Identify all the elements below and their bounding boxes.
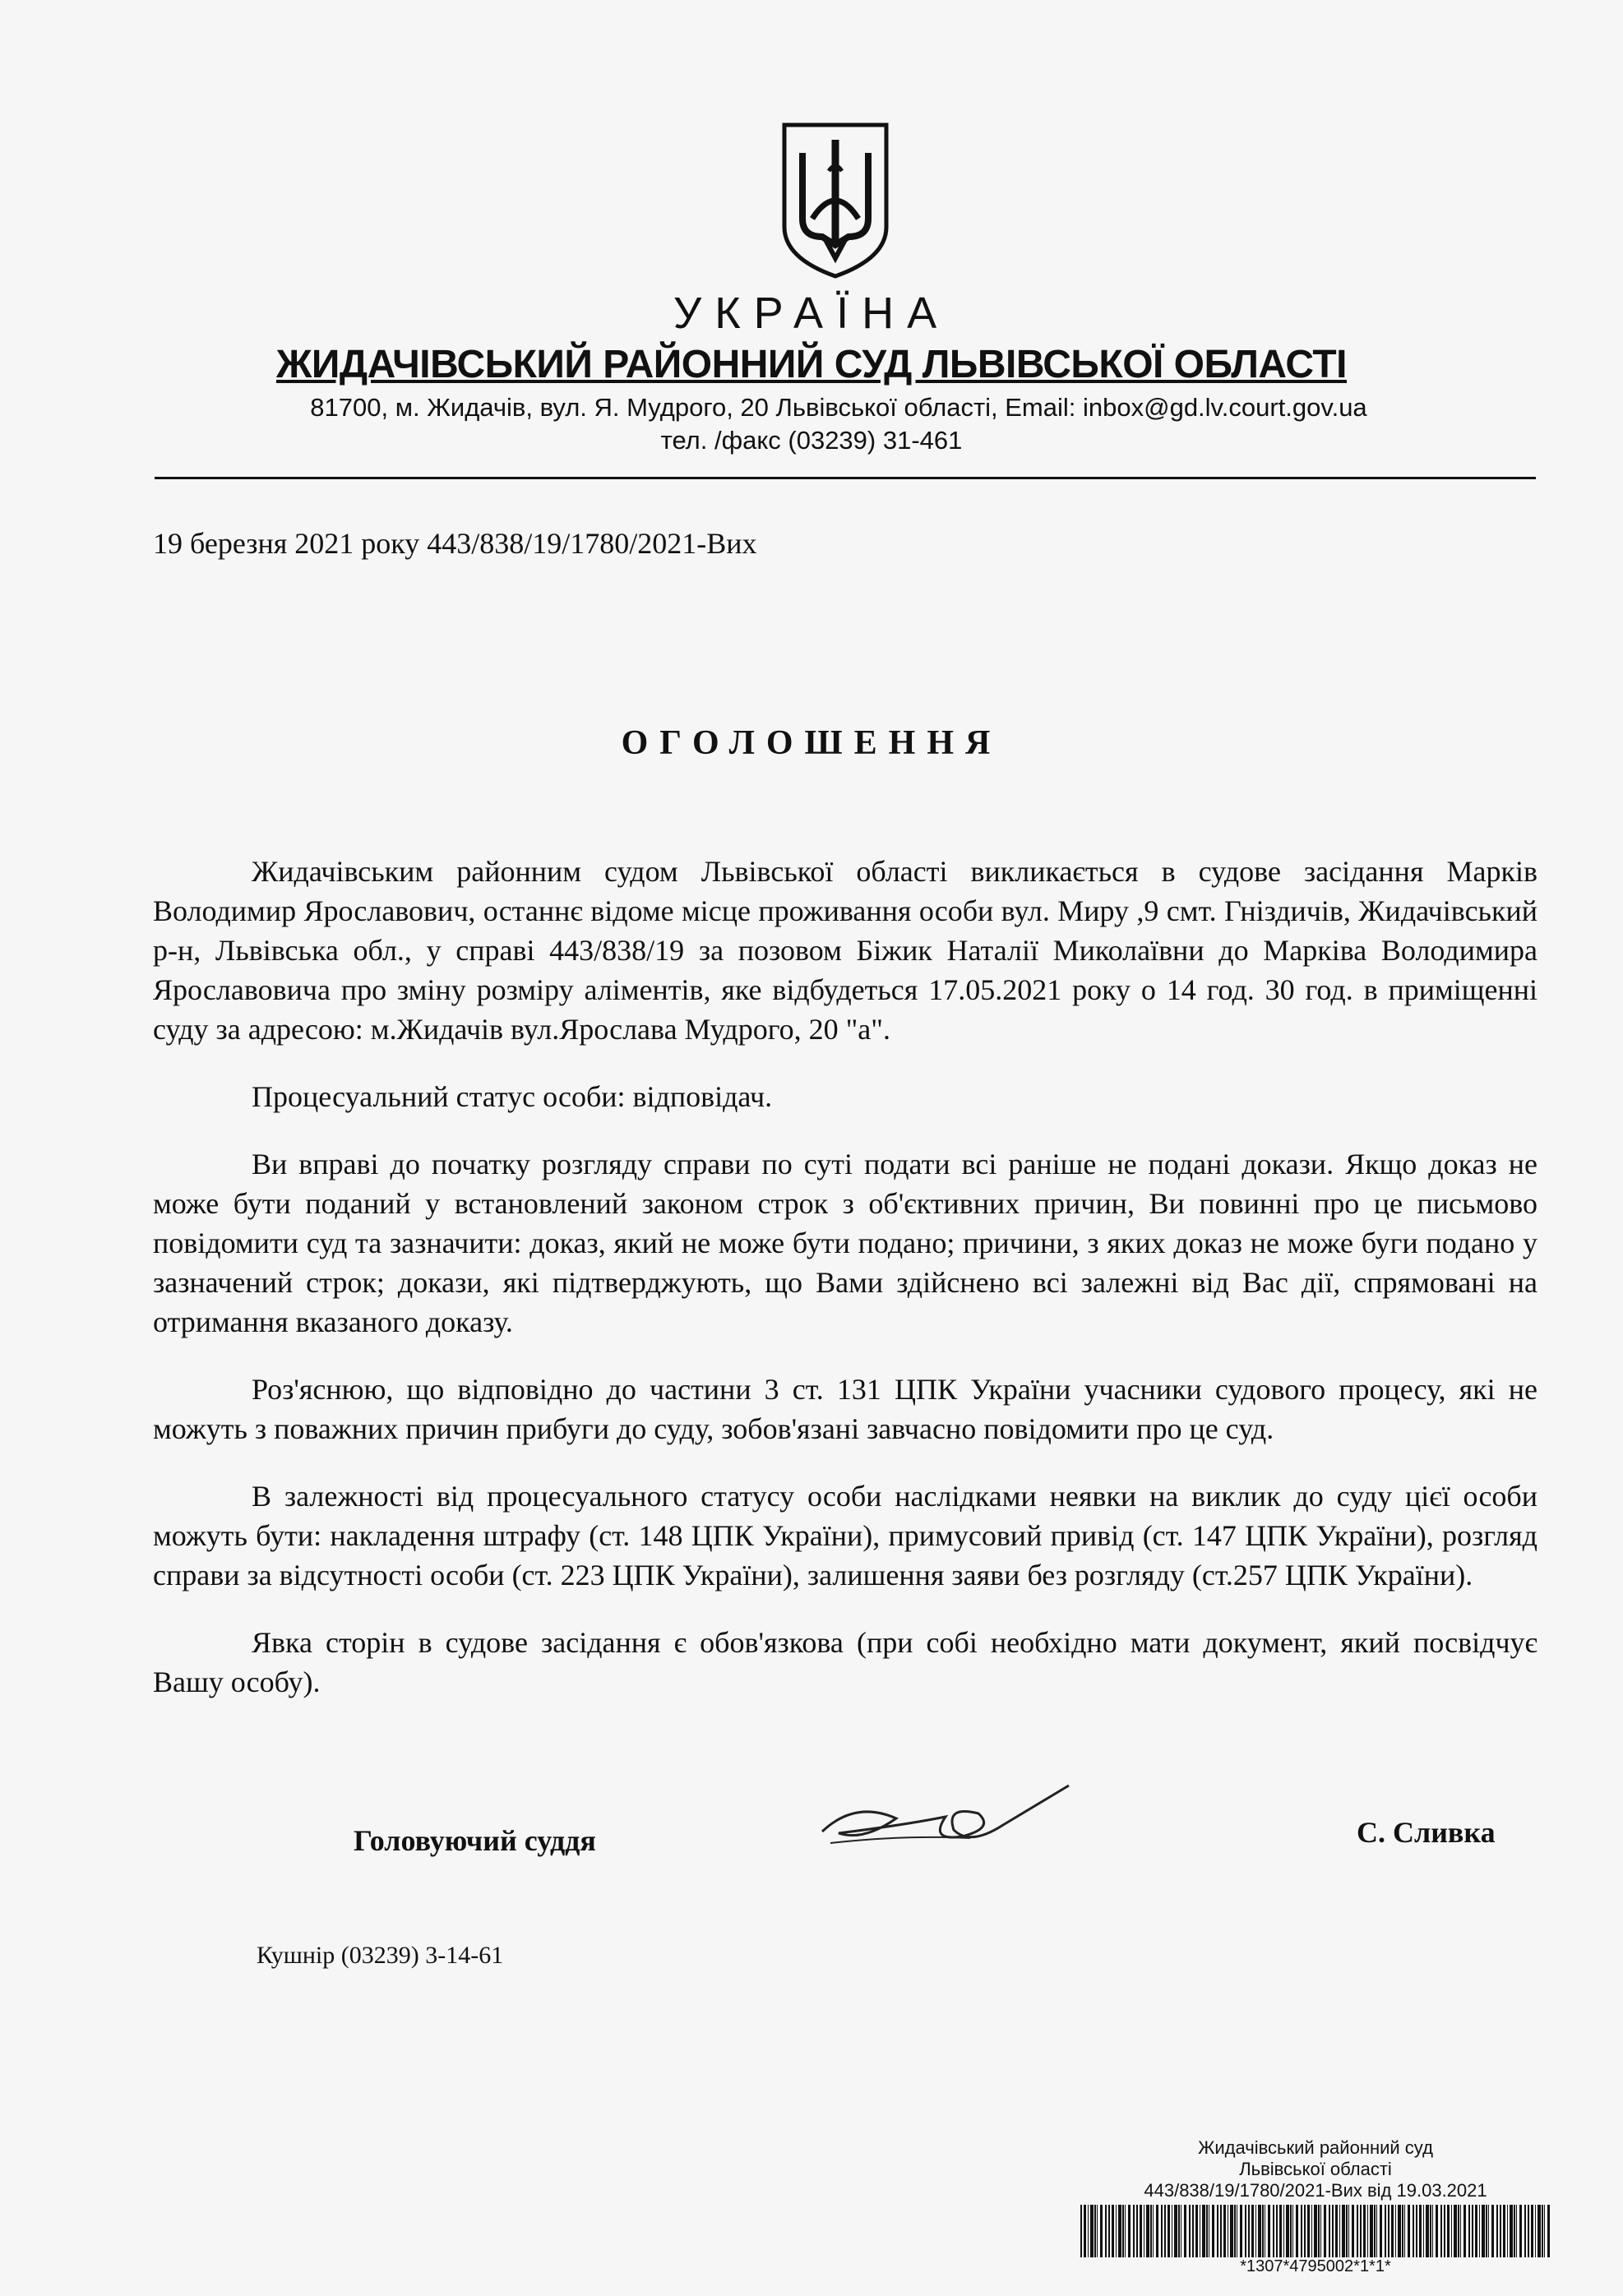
barcode-bar <box>1395 2205 1396 2257</box>
barcode-bar <box>1234 2205 1236 2257</box>
barcode-bar <box>1342 2205 1345 2257</box>
barcode-bar <box>1128 2205 1131 2257</box>
date-and-reference: 19 березня 2021 року 443/838/19/1780/2021-Вих <box>153 527 757 560</box>
barcode-bar <box>1296 2205 1298 2257</box>
barcode-bar <box>1332 2205 1334 2257</box>
paragraph: Процесуальний статус особи: відповідач. <box>252 1080 773 1113</box>
barcode-bar <box>1108 2205 1110 2257</box>
stamp-court: Жидачівський районний суд <box>1198 2137 1433 2158</box>
barcode-bar <box>1346 2205 1348 2257</box>
barcode-bar <box>1423 2205 1424 2257</box>
barcode-bar <box>1463 2205 1466 2257</box>
barcode-bar <box>1547 2205 1550 2257</box>
barcode-bar <box>1164 2205 1166 2257</box>
barcode-bar <box>1161 2205 1163 2257</box>
barcode-bar <box>1363 2205 1366 2257</box>
barcode-bar <box>1398 2205 1401 2257</box>
barcode-bar <box>1217 2205 1218 2257</box>
barcode-bar <box>1413 2205 1414 2257</box>
barcode-bar <box>1507 2205 1508 2257</box>
barcode-bar <box>1367 2205 1368 2257</box>
barcode-bar <box>1088 2205 1089 2257</box>
barcode-bar <box>1531 2205 1533 2257</box>
barcode-bar <box>1122 2205 1124 2257</box>
barcode-bar <box>1150 2205 1152 2257</box>
barcode-bar <box>1279 2205 1282 2257</box>
barcode-text: *1307*4795002*1*1* <box>1240 2257 1391 2275</box>
barcode-bar <box>1416 2205 1417 2257</box>
signature-label: Головуючий суддя <box>354 1824 596 1857</box>
barcode-bar <box>1255 2205 1256 2257</box>
barcode-bar <box>1380 2205 1382 2257</box>
barcode-bar <box>1324 2205 1326 2257</box>
barcode-bar <box>1307 2205 1310 2257</box>
registration-stamp <box>1069 2137 1562 2201</box>
barcode-bar <box>1248 2205 1250 2257</box>
barcode-bar <box>1304 2205 1306 2257</box>
barcode-bar <box>1262 2205 1264 2257</box>
barcode-bar <box>1320 2205 1321 2257</box>
barcode-bar <box>1245 2205 1246 2257</box>
barcode-bar <box>1436 2205 1438 2257</box>
barcode-bar <box>1482 2205 1485 2257</box>
barcode-bar <box>1189 2205 1191 2257</box>
header-divider <box>155 477 1536 479</box>
signatory-name: С. Сливка <box>1357 1816 1496 1849</box>
barcode-bar <box>1318 2205 1320 2257</box>
barcode-bar <box>1146 2205 1149 2257</box>
barcode-bar <box>1220 2205 1222 2257</box>
barcode-bar <box>1301 2205 1302 2257</box>
barcode-bar <box>1133 2205 1135 2257</box>
barcode-bar <box>1084 2205 1086 2257</box>
barcode-bar <box>1286 2205 1289 2257</box>
barcode-bar <box>1251 2205 1254 2257</box>
barcode-bar <box>1475 2205 1477 2257</box>
barcode-bar <box>1426 2205 1429 2257</box>
paragraph: Явка сторін в судове засідання є обов'язкова (при собі необхідно мати документ, який посвідчує Вашу особу). <box>153 1626 1537 1698</box>
barcode-bar <box>1090 2205 1094 2257</box>
barcode-bar <box>1357 2205 1358 2257</box>
document-body <box>153 852 1537 1730</box>
country-title: УКРАЇНА <box>673 289 950 338</box>
barcode-bar <box>1094 2205 1096 2257</box>
barcode-bar <box>1440 2205 1442 2257</box>
barcode-bar <box>1486 2205 1487 2257</box>
barcode-bar <box>1491 2205 1494 2257</box>
barcode-bar <box>1360 2205 1362 2257</box>
executor-contact: Кушнір (03239) 3-14-61 <box>257 1942 504 1969</box>
barcode-bar <box>1112 2205 1114 2257</box>
barcode-bar <box>1503 2205 1505 2257</box>
court-name: ЖИДАЧІВСЬКИЙ РАЙОННИЙ СУД ЛЬВІВСЬКОЇ ОБЛАСТІ <box>275 343 1348 386</box>
barcode-bar <box>1402 2205 1403 2257</box>
barcode-bar <box>1118 2205 1121 2257</box>
barcode-bar <box>1376 2205 1377 2257</box>
barcode-bar <box>1283 2205 1284 2257</box>
barcode-bar <box>1479 2205 1480 2257</box>
barcode-bar <box>1339 2205 1340 2257</box>
barcode-bar <box>1404 2205 1405 2257</box>
court-address: 81700, м. Жидачів, вул. Я. Мудрого, 20 Львівської області, Email: inbox@gd.lv.court.gov.ua <box>310 393 1367 422</box>
barcode-bar <box>1212 2205 1214 2257</box>
barcode-bar <box>1240 2205 1242 2257</box>
document-heading: ОГОЛОШЕННЯ <box>621 724 1002 762</box>
barcode-bar <box>1388 2205 1389 2257</box>
barcode-bar <box>1136 2205 1138 2257</box>
barcode-bar <box>1223 2205 1226 2257</box>
stamp-reference: 443/838/19/1780/2021-Вих від 19.03.2021 <box>1144 2180 1487 2201</box>
barcode-bar <box>1454 2205 1457 2257</box>
barcode-bar <box>1178 2205 1180 2257</box>
barcode-bar <box>1329 2205 1330 2257</box>
barcode-bar <box>1458 2205 1459 2257</box>
barcode-bar <box>1116 2205 1117 2257</box>
paragraph: В залежності від процесуального статусу особи наслідками неявки на виклик до суду цієї особи можуть бути: накладення штрафу (ст. 148 ЦПК України), примусовий привід (ст. 147 ЦПК України), розгляд справи за відсутності особи (ст. 223 ЦПК України), залишення заяви без розгляду (ст.257 ЦПК України). <box>153 1480 1537 1591</box>
barcode-bar <box>1258 2205 1261 2257</box>
barcode-bar <box>1192 2205 1194 2257</box>
barcode-bar <box>1206 2205 1208 2257</box>
paragraph: Жидачівським районним судом Львівської області викликається в судове засідання Марків Володимир Ярославович, останнє відоме місце проживання особи вул. Миру ,9 смт. Гніздичів, Жидачівський р-н, Львівська обл., у справі 443/838/19 за позовом Біжик Наталії Миколаївни до Марківа Володимира Ярославовича про зміну розміру аліментів, яке відбудеться 17.05.2021 року о 14 год. 30 год. в приміщенні суду за адресою: м.Жидачів вул.Ярослава Мудрого, 20 "а". <box>153 855 1537 1046</box>
barcode-bar <box>1514 2205 1515 2257</box>
barcode-bar <box>1524 2205 1526 2257</box>
barcode-bar <box>1488 2205 1489 2257</box>
barcode-bar <box>1432 2205 1433 2257</box>
barcode-bar <box>1447 2205 1450 2257</box>
barcode-bar <box>1230 2205 1233 2257</box>
paragraph: Ви вправі до початку розгляду справи по суті подати всі раніше не подані докази. Якщо доказ не може бути поданий у встановлений законом строк з об'єктивних причин, Ви повинні про це письмово повідомити суд та зазначити: доказ, який не може бути подано; причини, з яких доказ не може буги подано у зазначений строк; докази, які підтверджують, що Вами здійснено всі залежні від Вас дії, спрямовані на отримання вказаного доказу. <box>153 1148 1537 1338</box>
barcode-bar <box>1544 2205 1545 2257</box>
barcode-bar <box>1268 2205 1270 2257</box>
paragraph: Роз'яснюю, що відповідно до частини 3 ст. 131 ЦПК України учасники судового процесу, які не можуть з поважних причин прибуги до суду, зобов'язані завчасно повідомити про це суд. <box>153 1373 1537 1445</box>
barcode-bar <box>1468 2205 1470 2257</box>
barcode-bar <box>1472 2205 1473 2257</box>
barcode-bar <box>1374 2205 1376 2257</box>
barcode-bar <box>1385 2205 1386 2257</box>
barcode-bar <box>1519 2205 1522 2257</box>
trident-emblem-icon <box>779 122 891 279</box>
barcode-bar <box>1542 2205 1543 2257</box>
barcode-bar <box>1292 2205 1293 2257</box>
barcode <box>1077 2205 1554 2257</box>
barcode-bar <box>1290 2205 1292 2257</box>
barcode-bar <box>1314 2205 1317 2257</box>
barcode-bar <box>1408 2205 1410 2257</box>
barcode-bar <box>1496 2205 1498 2257</box>
barcode-bar <box>1105 2205 1107 2257</box>
barcode-bar <box>1535 2205 1536 2257</box>
barcode-bar <box>1500 2205 1501 2257</box>
barcode-bar <box>1528 2205 1529 2257</box>
court-phone: тел. /факс (03239) 31-461 <box>660 426 963 455</box>
handwritten-signature <box>806 1767 1085 1866</box>
barcode-bar <box>1335 2205 1338 2257</box>
barcode-bar <box>1391 2205 1394 2257</box>
barcode-bar <box>1168 2205 1170 2257</box>
barcode-bar <box>1156 2205 1158 2257</box>
barcode-bar <box>1153 2205 1154 2257</box>
barcode-bar <box>1202 2205 1205 2257</box>
barcode-bar <box>1451 2205 1452 2257</box>
barcode-bar <box>1444 2205 1445 2257</box>
barcode-bar <box>1140 2205 1142 2257</box>
barcode-bar <box>1097 2205 1098 2257</box>
barcode-bar <box>1537 2205 1541 2257</box>
barcode-bar <box>1348 2205 1349 2257</box>
barcode-bar <box>1184 2205 1186 2257</box>
barcode-bar <box>1273 2205 1274 2257</box>
barcode-bar <box>1370 2205 1373 2257</box>
barcode-bar <box>1125 2205 1126 2257</box>
barcode-bar <box>1276 2205 1278 2257</box>
barcode-bar <box>1510 2205 1513 2257</box>
barcode-bar <box>1195 2205 1198 2257</box>
barcode-bar <box>1080 2205 1082 2257</box>
stamp-region: Львівської області <box>1239 2159 1392 2179</box>
barcode-bar <box>1460 2205 1461 2257</box>
barcode-bar <box>1352 2205 1354 2257</box>
barcode-bar <box>1430 2205 1431 2257</box>
barcode-bar <box>1100 2205 1103 2257</box>
barcode-bar <box>1311 2205 1312 2257</box>
barcode-bar <box>1419 2205 1422 2257</box>
barcode-bar <box>1516 2205 1517 2257</box>
barcode-bar <box>1174 2205 1177 2257</box>
